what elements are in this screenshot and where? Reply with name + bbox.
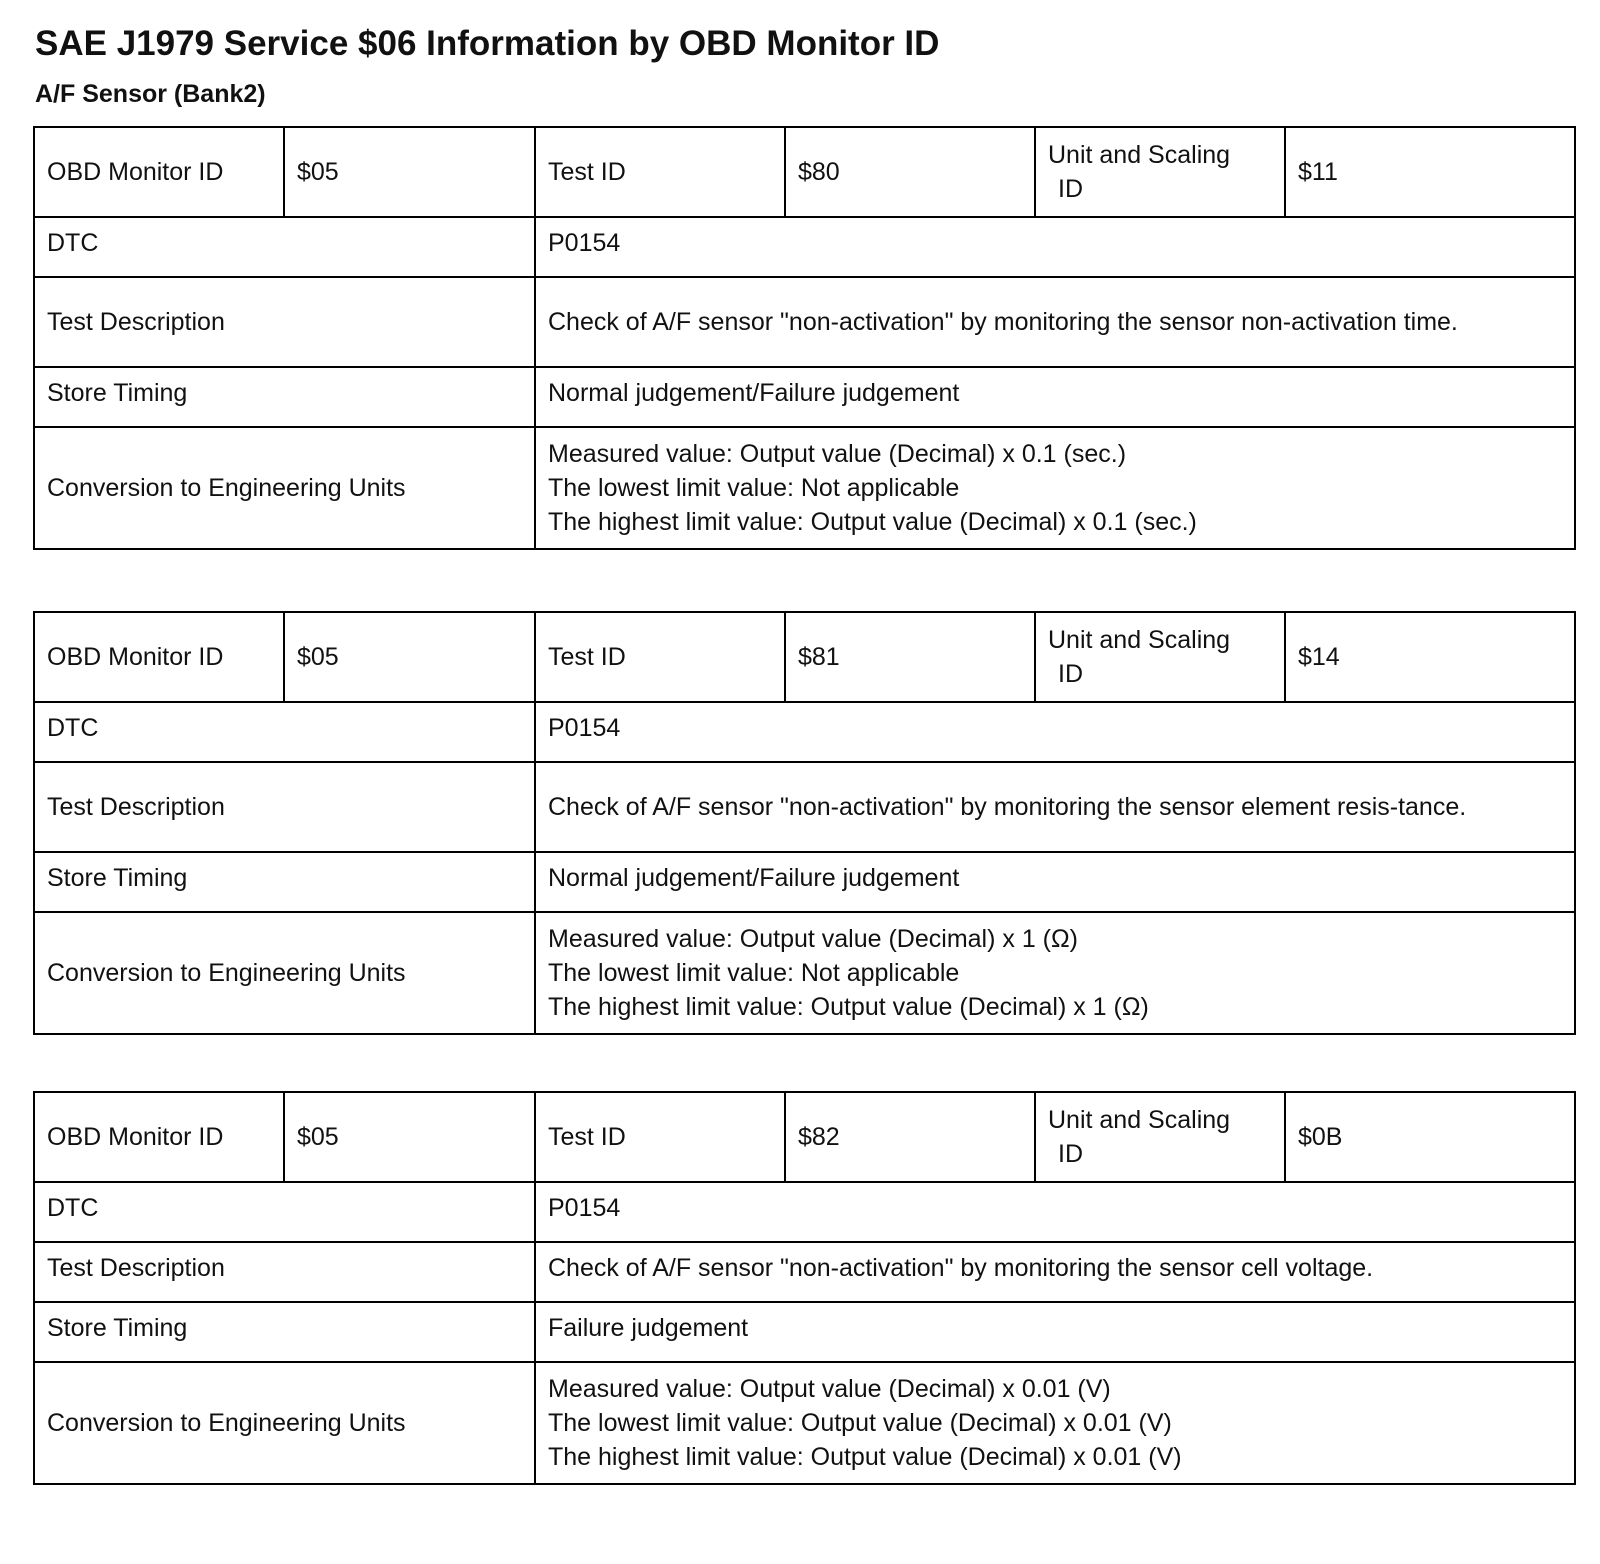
unit-scaling-label-line2: ID (1058, 175, 1083, 203)
test-id-value: $82 (785, 1092, 1035, 1182)
table-row-dtc (34, 702, 1575, 762)
highest-limit-line: The highest limit value: Output value (Decimal) x 1 (Ω) (548, 993, 1149, 1021)
unit-scaling-id-value: $0B (1285, 1092, 1575, 1182)
conversion-value (535, 1362, 1575, 1484)
store-timing-label: Store Timing (34, 367, 535, 427)
store-timing-value: Normal judgement/Failure judgement (535, 852, 1575, 912)
test-description-label: Test Description (34, 1242, 535, 1302)
conversion-value (535, 427, 1575, 549)
monitor-table (33, 1091, 1576, 1485)
store-timing-label: Store Timing (34, 852, 535, 912)
monitor-table (33, 126, 1576, 550)
unit-scaling-id-value: $11 (1285, 127, 1575, 217)
test-description-value: Check of A/F sensor "non-activation" by monitoring the sensor element resis-tance. (535, 762, 1575, 852)
table-row-store-timing (34, 1302, 1575, 1362)
table-row-header (34, 127, 1575, 217)
table-row-header (34, 1092, 1575, 1182)
table-row-test-description (34, 762, 1575, 852)
unit-scaling-label-line1: Unit and Scaling (1048, 626, 1231, 654)
table-row-conversion (34, 1362, 1575, 1484)
obd-monitor-id-label: OBD Monitor ID (34, 612, 284, 702)
page-subtitle: A/F Sensor (Bank2) (35, 80, 266, 108)
test-description-value: Check of A/F sensor "non-activation" by monitoring the sensor cell voltage. (535, 1242, 1575, 1302)
monitor-table (33, 611, 1576, 1035)
highest-limit-line: The highest limit value: Output value (Decimal) x 0.01 (V) (548, 1443, 1182, 1471)
conversion-label: Conversion to Engineering Units (34, 427, 535, 549)
obd-monitor-id-value: $05 (284, 1092, 535, 1182)
conversion-label: Conversion to Engineering Units (34, 1362, 535, 1484)
conversion-label: Conversion to Engineering Units (34, 912, 535, 1034)
test-id-value: $80 (785, 127, 1035, 217)
store-timing-value: Normal judgement/Failure judgement (535, 367, 1575, 427)
obd-monitor-id-value: $05 (284, 127, 535, 217)
unit-scaling-id-value: $14 (1285, 612, 1575, 702)
table-row-store-timing (34, 367, 1575, 427)
measured-value-line: Measured value: Output value (Decimal) x 0.1 (sec.) (548, 440, 1127, 468)
dtc-value: P0154 (535, 217, 1575, 277)
lowest-limit-line: The lowest limit value: Not applicable (548, 474, 960, 502)
dtc-label: DTC (34, 1182, 535, 1242)
unit-scaling-id-label (1035, 612, 1285, 702)
unit-scaling-label-line2: ID (1058, 1140, 1083, 1168)
conversion-value (535, 912, 1575, 1034)
table-row-header (34, 612, 1575, 702)
obd-monitor-id-value: $05 (284, 612, 535, 702)
table-row-test-description (34, 277, 1575, 367)
measured-value-line: Measured value: Output value (Decimal) x 1 (Ω) (548, 925, 1079, 953)
table-row-dtc (34, 217, 1575, 277)
test-id-label: Test ID (535, 127, 785, 217)
table-row-conversion (34, 912, 1575, 1034)
table-row-test-description (34, 1242, 1575, 1302)
test-id-value: $81 (785, 612, 1035, 702)
lowest-limit-line: The lowest limit value: Output value (Decimal) x 0.01 (V) (548, 1409, 1172, 1437)
lowest-limit-line: The lowest limit value: Not applicable (548, 959, 960, 987)
unit-scaling-label-line1: Unit and Scaling (1048, 1106, 1231, 1134)
test-description-label: Test Description (34, 762, 535, 852)
test-id-label: Test ID (535, 612, 785, 702)
table-row-dtc (34, 1182, 1575, 1242)
dtc-label: DTC (34, 702, 535, 762)
test-description-label: Test Description (34, 277, 535, 367)
table-row-conversion (34, 427, 1575, 549)
dtc-value: P0154 (535, 1182, 1575, 1242)
dtc-label: DTC (34, 217, 535, 277)
measured-value-line: Measured value: Output value (Decimal) x 0.01 (V) (548, 1375, 1111, 1403)
page-title: SAE J1979 Service $06 Information by OBD Monitor ID (35, 24, 940, 63)
highest-limit-line: The highest limit value: Output value (Decimal) x 0.1 (sec.) (548, 508, 1197, 536)
store-timing-value: Failure judgement (535, 1302, 1575, 1362)
unit-scaling-label-line2: ID (1058, 660, 1083, 688)
unit-scaling-id-label (1035, 127, 1285, 217)
dtc-value: P0154 (535, 702, 1575, 762)
unit-scaling-label-line1: Unit and Scaling (1048, 141, 1231, 169)
unit-scaling-id-label (1035, 1092, 1285, 1182)
test-description-value: Check of A/F sensor "non-activation" by monitoring the sensor non-activation time. (535, 277, 1575, 367)
table-row-store-timing (34, 852, 1575, 912)
obd-monitor-id-label: OBD Monitor ID (34, 127, 284, 217)
store-timing-label: Store Timing (34, 1302, 535, 1362)
obd-monitor-id-label: OBD Monitor ID (34, 1092, 284, 1182)
test-id-label: Test ID (535, 1092, 785, 1182)
